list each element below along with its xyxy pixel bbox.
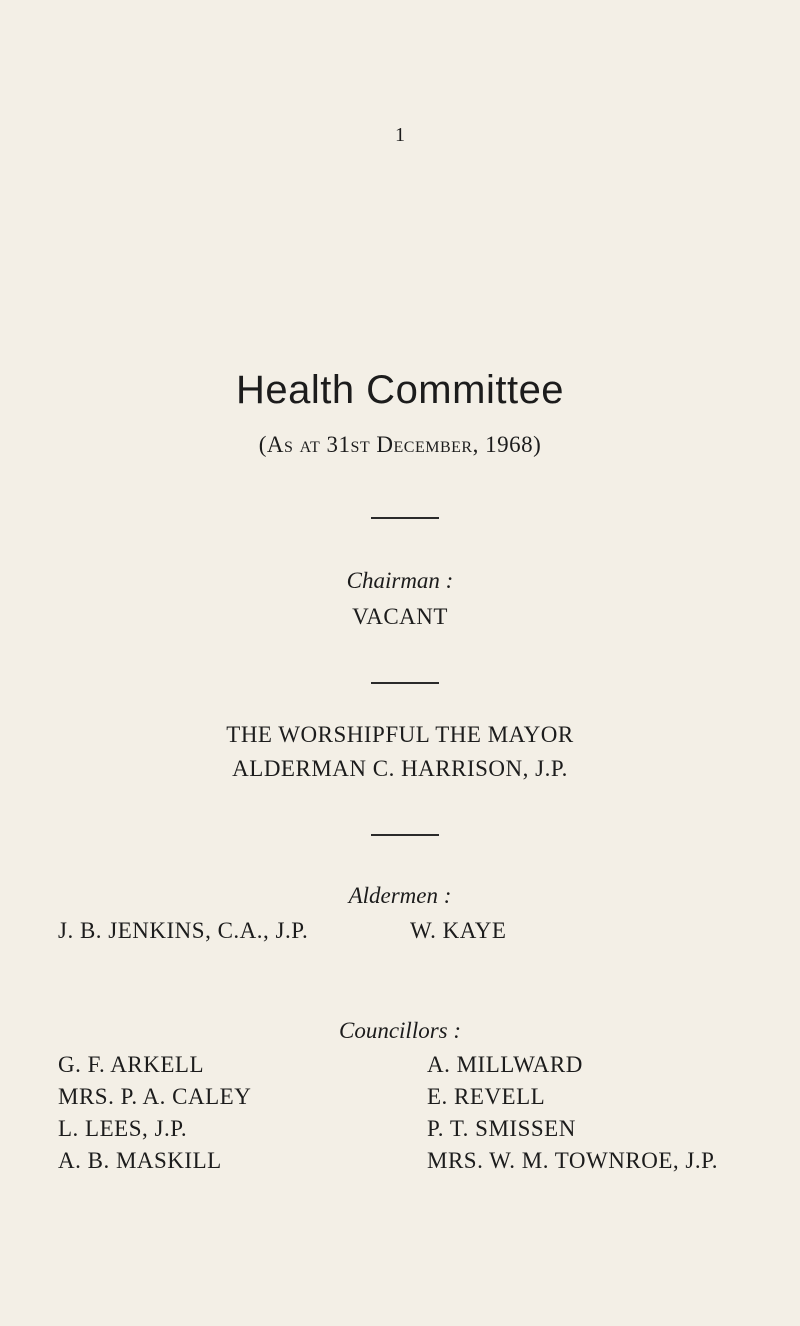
councillor-name: A. B. MASKILL [58, 1148, 222, 1173]
chairman-heading: Chairman : [346, 568, 454, 593]
date-subtitle: (As at 31st December, 1968) [258, 432, 542, 457]
divider-rule [371, 682, 439, 684]
alderman-name: W. KAYE [410, 918, 507, 943]
alderman-name: J. B. JENKINS, C.A., J.P. [58, 918, 309, 943]
councillor-name: MRS. P. A. CALEY [58, 1084, 252, 1109]
councillor-name: A. MILLWARD [427, 1052, 583, 1077]
divider-rule [371, 517, 439, 519]
official-alderman-chair: ALDERMAN C. HARRISON, J.P. [232, 756, 568, 781]
councillor-name: L. LEES, J.P. [58, 1116, 188, 1141]
divider-rule [371, 834, 439, 836]
chairman-name: VACANT [352, 604, 448, 629]
councillor-name: MRS. W. M. TOWNROE, J.P. [427, 1148, 719, 1173]
councillors-heading: Councillors : [338, 1018, 462, 1043]
aldermen-heading: Aldermen : [348, 883, 452, 908]
page-title: Health Committee [235, 368, 565, 412]
councillor-name: E. REVELL [427, 1084, 546, 1109]
councillor-name: P. T. SMISSEN [427, 1116, 576, 1141]
official-mayor: THE WORSHIPFUL THE MAYOR [226, 722, 574, 747]
page-number: 1 [395, 124, 405, 146]
councillor-name: G. F. ARKELL [58, 1052, 204, 1077]
